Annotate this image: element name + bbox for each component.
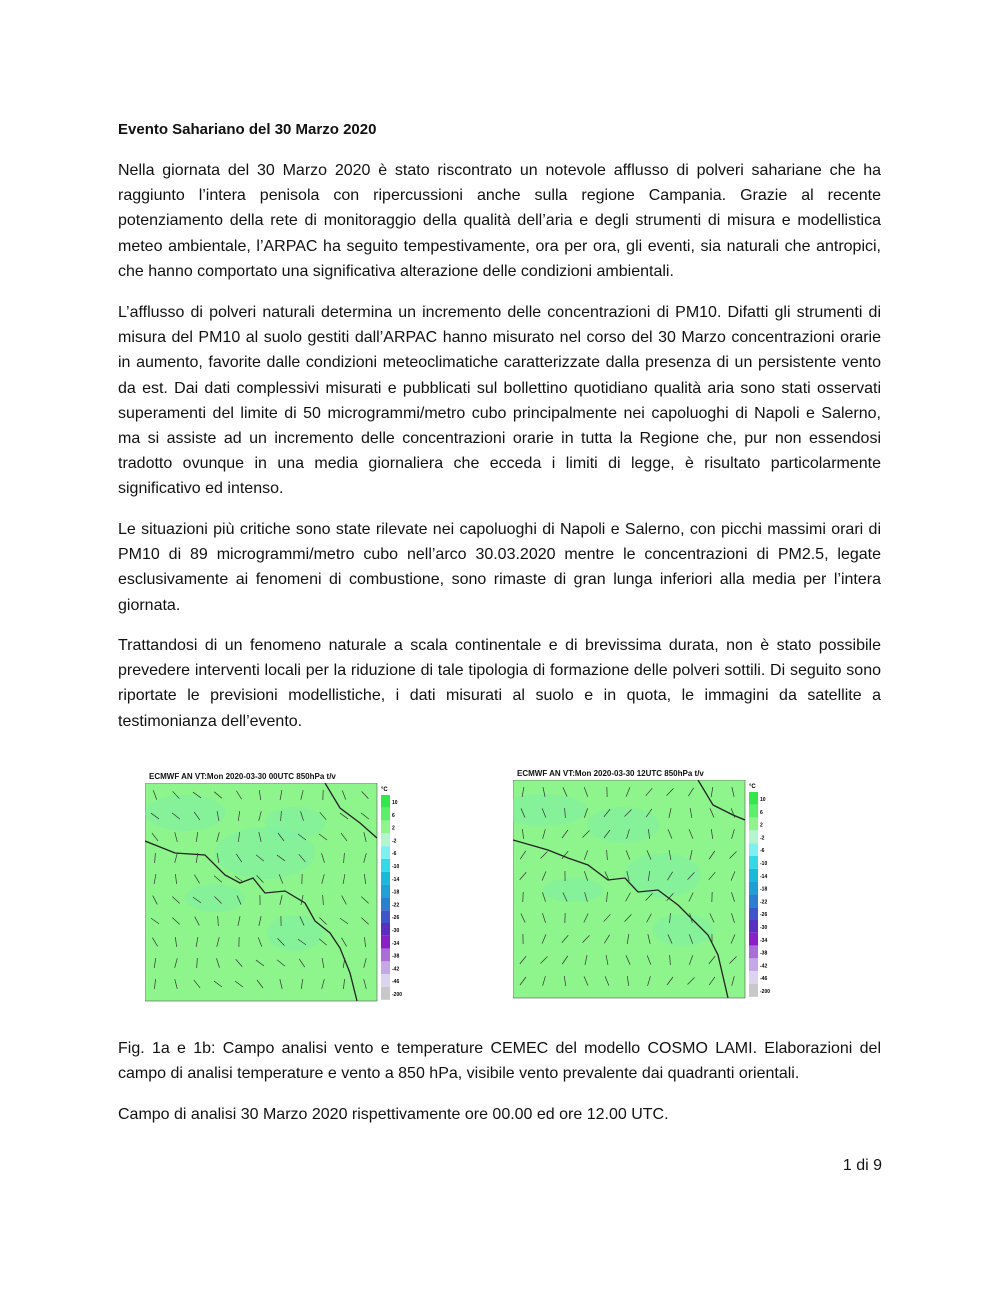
legend-label: -6 — [760, 848, 765, 855]
legend-label: -30 — [760, 925, 768, 931]
legend-label: -42 — [760, 963, 768, 970]
map-figure — [145, 783, 409, 1005]
map-title: ECMWF AN VT:Mon 2020-03-30 00UTC 850hPa t/v — [149, 772, 336, 781]
legend-label: -14 — [760, 873, 768, 880]
legend-swatch — [749, 830, 758, 843]
legend-swatch — [749, 843, 758, 856]
legend-swatch — [381, 936, 390, 949]
legend-label: -34 — [760, 937, 768, 944]
legend-label: -14 — [392, 876, 400, 883]
field-patch — [587, 807, 659, 843]
paragraph-phenomenon: Trattandosi di un fenomeno naturale a scala continentale e di brevissima durata, non è stato possibile prevedere interventi locali per la riduzione di tale tipologia di formazione delle polveri sottili. Di seguito sono riportate le previsioni modellistiche, i dati misurati al suolo e in quota, le immagini da satellite a testimonianza dell’evento. — [118, 637, 881, 730]
legend-swatch — [749, 933, 758, 946]
legend-label: -38 — [760, 950, 768, 957]
legend-swatch — [381, 974, 390, 987]
legend-label: -18 — [760, 886, 768, 893]
figure-caption: Fig. 1a e 1b: Campo analisi vento e temperature CEMEC del modello COSMO LAMI. Elaborazioni del campo di analisi temperature e vento a 850 hPa, visibile vento prevalente dai quadranti orientali. — [118, 1040, 881, 1083]
legend-swatch — [749, 856, 758, 869]
legend-swatch — [381, 910, 390, 923]
legend-swatch — [749, 946, 758, 959]
legend-label: 10 — [392, 800, 398, 806]
legend-swatch — [749, 894, 758, 907]
legend-swatch — [749, 792, 758, 805]
paragraph-critical: Le situazioni più critiche sono state rilevate nei capoluoghi di Napoli e Salerno, con picchi massimi orari di PM10 di 89 microgrammi/metro cubo nell’arco 30.03.2020 mentre le concentrazioni di PM2.5, legate esclusivamente ai fenomeni di combustione, sono rimaste di gran lunga inferiori alla media per l’intera giornata. — [118, 521, 881, 614]
document-title: Evento Sahariano del 30 Marzo 2020 — [118, 121, 377, 138]
legend-swatch — [749, 907, 758, 920]
legend-swatch — [749, 805, 758, 818]
legend-swatch — [749, 869, 758, 882]
legend-swatch — [749, 818, 758, 831]
legend-label: 6 — [760, 809, 763, 816]
weather-map-00utc — [145, 772, 409, 1004]
legend-label: -200 — [760, 989, 771, 995]
legend-label: -22 — [760, 899, 768, 906]
legend-label: -30 — [392, 928, 400, 934]
legend-label: -42 — [392, 966, 400, 973]
field-patch — [543, 878, 603, 902]
legend-label: -46 — [392, 979, 400, 986]
legend-unit: °C — [749, 784, 756, 790]
legend-label: 2 — [760, 822, 763, 829]
legend-swatch — [381, 821, 390, 834]
legend-label: -10 — [392, 864, 400, 870]
legend-label: -22 — [392, 902, 400, 909]
legend-swatch — [381, 859, 390, 872]
legend-swatch — [381, 795, 390, 808]
legend-swatch — [749, 971, 758, 984]
legend-label: -46 — [760, 976, 768, 983]
legend-label: -18 — [392, 889, 400, 896]
legend-swatch — [381, 987, 390, 1000]
legend-swatch — [381, 897, 390, 910]
figure-caption-dates: Campo di analisi 30 Marzo 2020 rispettivamente ore 00.00 ed ore 12.00 UTC. — [118, 1106, 669, 1123]
legend-label: 6 — [392, 812, 395, 819]
legend-swatch — [381, 808, 390, 821]
legend-swatch — [749, 882, 758, 895]
map-title: ECMWF AN VT:Mon 2020-03-30 12UTC 850hPa t/v — [517, 769, 704, 778]
field-patch — [145, 795, 225, 831]
legend-swatch — [381, 949, 390, 962]
legend-swatch — [749, 920, 758, 933]
paragraph-intro: Nella giornata del 30 Marzo 2020 è stato riscontrato un notevole afflusso di polveri sahariane che ha raggiunto l’intera penisola con ripercussioni anche sulla regione Campania. Grazie al recente potenziamento della rete di monitoraggio della qualità dell’aria e degli strumenti di misura e modellistica meteo ambientale, l’ARPAC ha seguito tempestivamente, ora per ora, gli eventi, sia naturali che antropici, che hanno comportato una significativa alterazione delle condizioni ambientali. — [118, 162, 881, 280]
legend-label: -2 — [760, 835, 765, 842]
weather-map-12utc — [513, 769, 777, 1001]
legend-swatch — [381, 961, 390, 974]
legend-swatch — [381, 872, 390, 885]
legend-label: -26 — [760, 912, 768, 919]
legend-swatch — [381, 923, 390, 936]
map-figure — [513, 780, 777, 1002]
legend-label: -6 — [392, 851, 397, 858]
legend-label: -2 — [392, 838, 397, 845]
legend-label: -26 — [392, 915, 400, 922]
paragraph-pm10: L’afflusso di polveri naturali determina un incremento delle concentrazioni di PM10. Difatti gli strumenti di misura del PM10 al suolo gestiti dall’ARPAC hanno misurato nel corso del 30 Marzo concentrazioni orarie in aumento, favorite dalle condizioni meteoclimatiche caratterizzate dalla presenza di un persistente vento da est. Dai dati complessivi misurati e pubblicati sul bollettino quotidiano qualità aria sono stati osservati superamenti del limite di 50 microgrammi/metro cubo principalmente nei capoluoghi di Napoli e Salerno, ma si assiste ad un incremento delle concentrazioni orarie in tutta la Regione che, pur non essendosi tradotto ovunque in una media giornaliera che ecceda i limiti di legge, è risultato particolarmente significativo ed intenso. — [118, 304, 881, 498]
legend-swatch — [381, 846, 390, 859]
legend-label: 2 — [392, 825, 395, 832]
field-patch — [653, 914, 713, 946]
legend-swatch — [749, 984, 758, 997]
legend-label: -34 — [392, 940, 400, 947]
legend-swatch — [381, 833, 390, 846]
field-patch — [215, 827, 315, 879]
legend-label: -200 — [392, 992, 403, 998]
legend-label: 10 — [760, 797, 766, 803]
legend-swatch — [749, 958, 758, 971]
legend-swatch — [381, 885, 390, 898]
legend-label: -10 — [760, 861, 768, 867]
legend-label: -38 — [392, 953, 400, 960]
page-number: 1 di 9 — [842, 1157, 882, 1174]
legend-unit: °C — [381, 787, 388, 793]
